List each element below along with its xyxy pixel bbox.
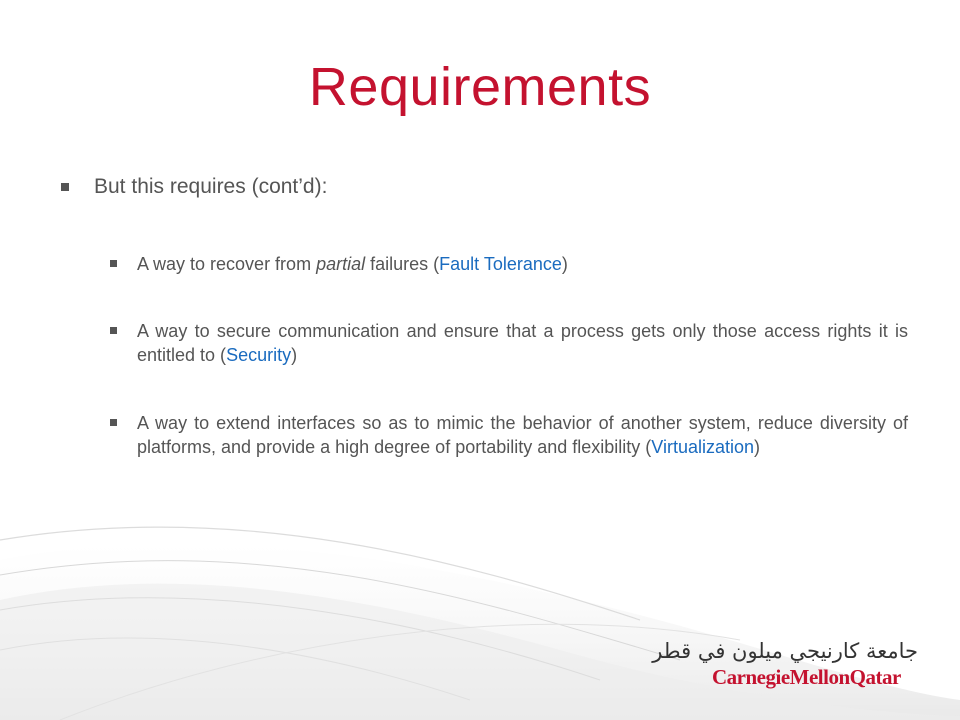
square-bullet-icon: [110, 260, 117, 267]
logo-english-text: CarnegieMellonQatar: [712, 665, 901, 689]
slide-content: [60, 172, 908, 459]
subbullet-text: ): [754, 437, 761, 457]
square-bullet-icon: [110, 327, 117, 334]
highlight-term: Security: [226, 345, 292, 365]
subbullet-text: ): [291, 345, 298, 365]
bullet-main: [60, 172, 908, 202]
subbullet-text: A way to recover from: [137, 254, 317, 274]
subbullet-security: [110, 319, 908, 367]
logo-arabic-text: جامعة كارنيجي ميلون في قطر: [652, 639, 918, 663]
subbullet-text: ): [561, 254, 568, 274]
highlight-term: Fault Tolerance: [439, 254, 562, 274]
subbullet-text: A way to extend interfaces so as to mimic the behavior of another system, reduce diversity of platforms, and provide a high degree of portability and flexibility (: [137, 413, 908, 457]
subbullet-text: A way to secure communication and ensure that a process gets only those access rights it is entitled to (: [137, 321, 908, 365]
slide-title: Requirements: [308, 57, 652, 117]
square-bullet-icon: [110, 419, 117, 426]
subbullet-fault-tolerance: [110, 252, 908, 276]
bullet-main-text: But this requires (cont’d):: [94, 175, 328, 198]
subbullet-text: failures (: [365, 254, 440, 274]
square-bullet-icon: [61, 183, 69, 191]
highlight-term: Virtualization: [651, 437, 755, 457]
cmu-qatar-logo: [652, 638, 918, 690]
subbullet-virtualization: [110, 411, 908, 459]
subbullet-emphasis: partial: [316, 254, 366, 274]
